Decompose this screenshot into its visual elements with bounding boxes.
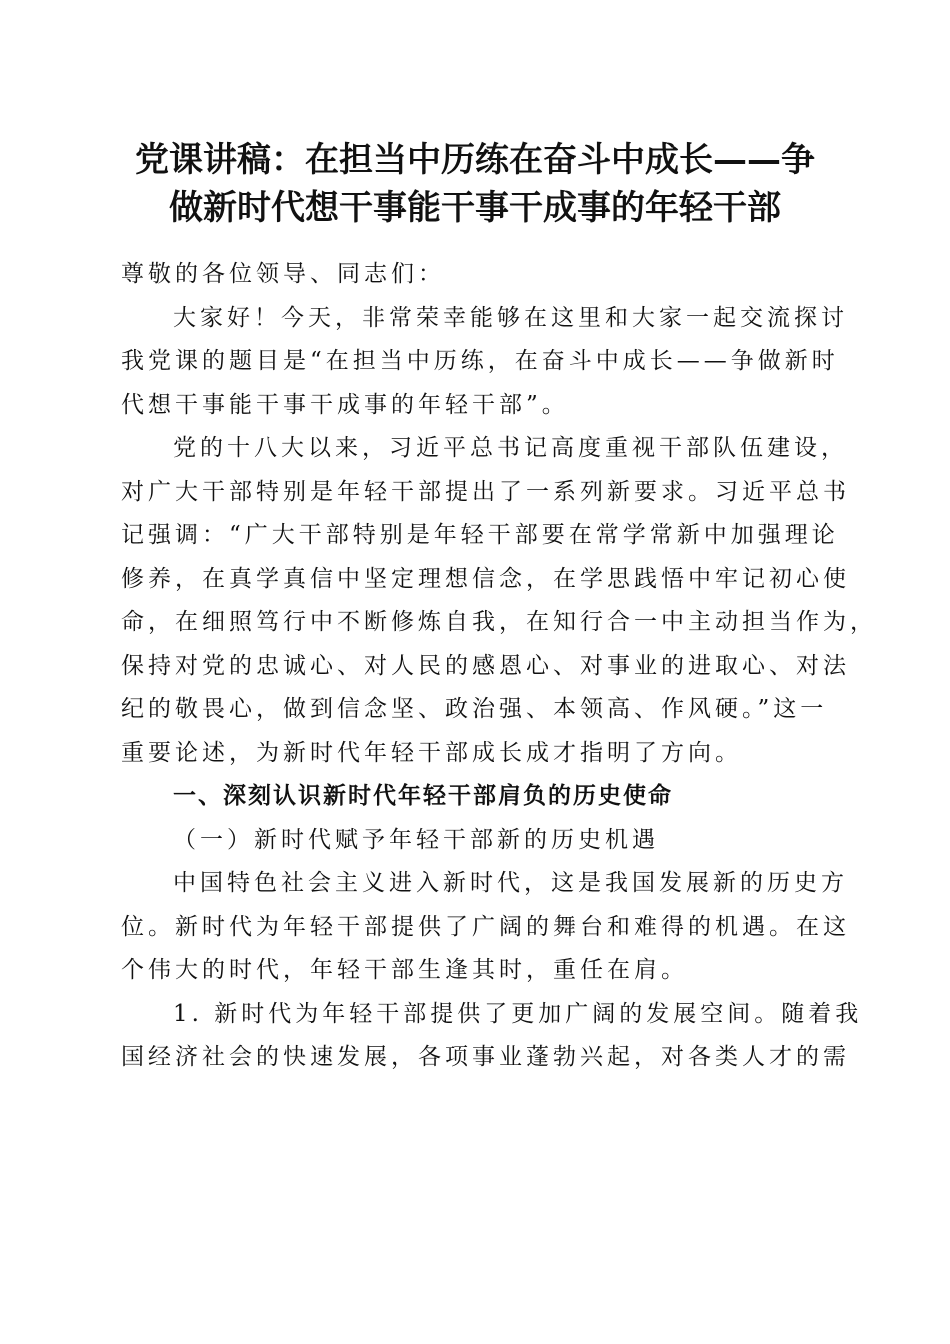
- document-body: [121, 253, 877, 1080]
- paragraph-new-era: [121, 862, 850, 993]
- salutation: 尊敬的各位领导、同志们：: [121, 261, 445, 287]
- paragraph-line: 党的十八大以来，习近平总书记高度重视干部队伍建设，: [173, 435, 848, 461]
- paragraph-line: 1. 新时代为年轻干部提供了更加广阔的发展空间。随着我: [173, 1000, 863, 1027]
- paragraph-line: 个伟大的时代，年轻干部生逢其时，重任在肩。: [121, 957, 688, 983]
- paragraph-line: 代想干事能干事干成事的年轻干部”。: [121, 391, 569, 418]
- title-line-2: 做新时代想干事能干事干成事的年轻干部: [169, 188, 781, 228]
- paragraph-line: 大家好！今天，非常荣幸能够在这里和大家一起交流探讨: [173, 304, 848, 331]
- paragraph-line: 重要论述，为新时代年轻干部成长成才指明了方向。: [121, 739, 742, 766]
- paragraph-line: 中国特色社会主义进入新时代，这是我国发展新的历史方: [173, 870, 848, 896]
- paragraph-line: 位。新时代为年轻干部提供了广阔的舞台和难得的机遇。在这: [121, 913, 850, 940]
- paragraph-line: 纪的敬畏心，做到信念坚、政治强、本领高、作风硬。”这一: [121, 696, 828, 722]
- paragraph-background: [121, 427, 877, 775]
- title-line-1: 党课讲稿：在担当中历练在奋斗中成长——争: [135, 140, 815, 180]
- section-heading-1: 一、深刻认识新时代年轻干部肩负的历史使命: [173, 783, 673, 809]
- paragraph-line: 国经济社会的快速发展，各项事业蓬勃兴起，对各类人才的需: [121, 1044, 850, 1070]
- paragraph-greeting: [121, 297, 848, 428]
- paragraph-line: 保持对党的忠诚心、对人民的感恩心、对事业的进取心、对法: [121, 652, 850, 679]
- paragraph-point-1: [121, 993, 863, 1080]
- subsection-heading-1: （一）新时代赋予年轻干部新的历史机遇: [173, 826, 659, 853]
- paragraph-line: 我党课的题目是“在担当中历练，在奋斗中成长——争做新时: [121, 348, 839, 374]
- paragraph-line: 命，在细照笃行中不断修炼自我，在知行合一中主动担当作为，: [121, 609, 877, 635]
- paragraph-line: 记强调：“广大干部特别是年轻干部要在常学常新中加强理论: [121, 522, 839, 548]
- document-title: [100, 136, 850, 232]
- paragraph-line: 修养，在真学真信中坚定理想信念，在学思践悟中牢记初心使: [121, 565, 850, 592]
- paragraph-line: 对广大干部特别是年轻干部提出了一系列新要求。习近平总书: [121, 478, 850, 505]
